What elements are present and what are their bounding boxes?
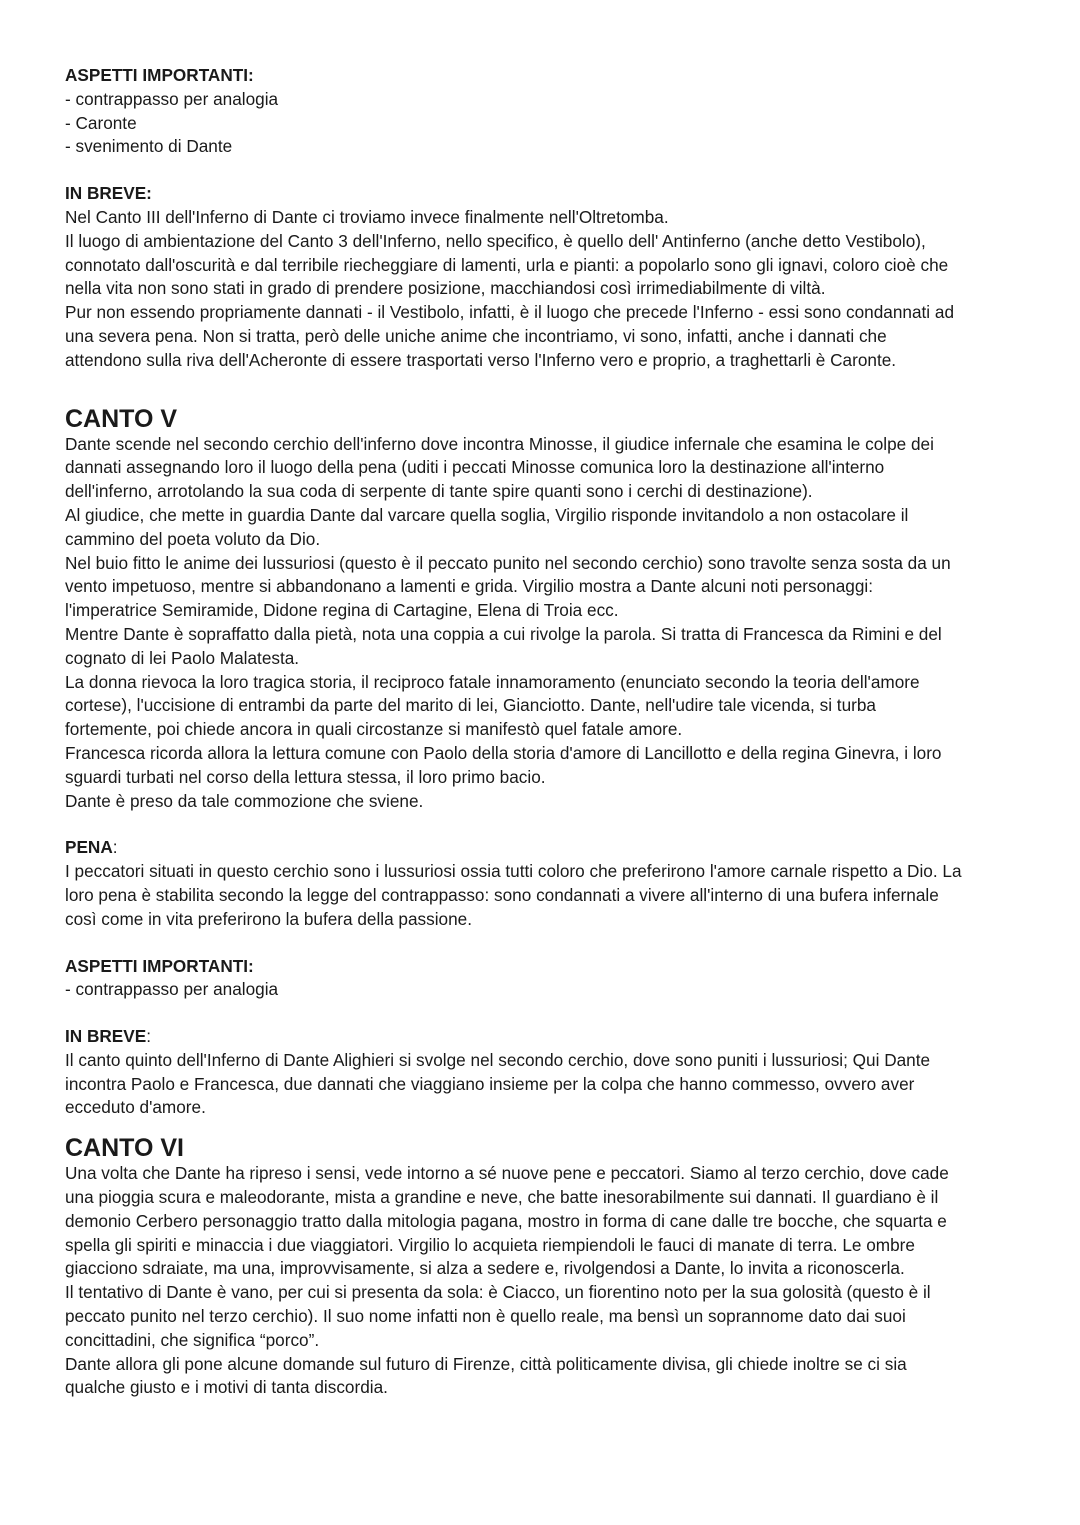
- canto-5-line: cortese), l'uccisione di entrambi da parte del marito di lei, Gianciotto. Dante, nell'udire tale vicenda, si turba: [65, 695, 876, 716]
- canto-6-line: una pioggia scura e maleodorante, mista a grandine e neve, che batte inesorabilmente sui dannati. Il guardiano è il: [65, 1187, 939, 1208]
- aspetti-label-2: ASPETTI IMPORTANTI:: [65, 955, 254, 976]
- breve-label-1: IN BREVE:: [65, 183, 152, 204]
- canto-5-line: Mentre Dante è sopraffatto dalla pietà, nota una coppia a cui rivolge la parola. Si tratta di Francesca da Rimini e del: [65, 623, 942, 644]
- canto-5-line: Dante scende nel secondo cerchio dell'inferno dove incontra Minosse, il giudice infernale che esamina le colpe dei: [65, 433, 934, 454]
- canto-5-line: Francesca ricorda allora la lettura comune con Paolo della storia d'amore di Lancillotto e della regina Ginevra, i loro: [65, 742, 942, 763]
- breve-line: Pur non essendo propriamente dannati - il Vestibolo, infatti, è il luogo che precede l'Inferno - essi sono condannati ad: [65, 302, 954, 323]
- canto-6-line: demonio Cerbero personaggio tratto dalla mitologia pagana, mostro in forma di cane dalle tre bocche, che squarta e: [65, 1210, 947, 1231]
- pena-label-text: PENA: [65, 837, 113, 858]
- breve-line: Il canto quinto dell'Inferno di Dante Alighieri si svolge nel secondo cerchio, dove sono puniti i lussuriosi; Qui Dante: [65, 1049, 931, 1070]
- aspetti-item: - contrappasso per analogia: [65, 979, 279, 1000]
- breve-line: una severa pena. Non si tratta, però delle uniche anime che incontriamo, vi sono, infatti, anche i dannati che: [65, 325, 887, 346]
- canto-5-title: CANTO V: [65, 404, 178, 433]
- pena-line: loro pena è stabilita secondo la legge del contrappasso: sono condannati a vivere all'interno di una bufera infernale: [65, 884, 939, 905]
- aspetti-item: - svenimento di Dante: [65, 136, 233, 157]
- document-page: [65, 64, 1025, 1400]
- pena-label: [65, 836, 1025, 860]
- canto-6-title: CANTO VI: [65, 1134, 184, 1163]
- breve-label-colon: :: [146, 1026, 151, 1047]
- aspetti-item: - contrappasso per analogia: [65, 88, 279, 109]
- breve-line: Il luogo di ambientazione del Canto 3 dell'Inferno, nello specifico, è quello dell' Antinferno (anche detto Vestibolo),: [65, 230, 926, 251]
- canto-5-line: Nel buio fitto le anime dei lussuriosi (questo è il peccato punito nel secondo cerchio) sono travolte senza sosta da un: [65, 552, 951, 573]
- canto-5-line: Al giudice, che mette in guardia Dante dal varcare quella soglia, Virgilio risponde invitandolo a non ostacolare il: [65, 504, 909, 525]
- canto-5-line: vento impetuoso, mentre si abbandonano a lamenti e grida. Virgilio mostra a Dante alcuni noti personaggi:: [65, 576, 873, 597]
- canto-6-line: peccato punito nel terzo cerchio). Il suo nome infatti non è quello reale, ma bensì un soprannome dato dai suoi: [65, 1306, 906, 1327]
- canto-5-line: cognato di lei Paolo Malatesta.: [65, 647, 300, 668]
- canto-5-line: l'imperatrice Semiramide, Didone regina di Cartagine, Elena di Troia ecc.: [65, 600, 619, 621]
- canto-6-line: spella gli spiriti e minaccia i due viaggiatori. Virgilio lo acquieta riempiendoli le fauci di manate di terra. Le ombre: [65, 1234, 915, 1255]
- pena-line: I peccatori situati in questo cerchio sono i lussuriosi ossia tutti coloro che preferirono l'amore carnale rispetto a Dio. La: [65, 861, 962, 882]
- canto-6-line: qualche giusto e i motivi di tanta discordia.: [65, 1377, 388, 1398]
- canto-5-line: La donna rievoca la loro tragica storia, il reciproco fatale innamoramento (enunciato secondo la teoria dell'amore: [65, 671, 920, 692]
- pena-label-colon: :: [112, 837, 118, 858]
- breve-line: ecceduto d'amore.: [65, 1097, 206, 1118]
- breve-line: nella vita non sono stati in grado di prendere posizione, macchiandosi così irrimediabilmente di viltà.: [65, 278, 826, 299]
- canto-6-line: concittadini, che significa “porco”.: [65, 1329, 320, 1350]
- canto-5-line: Dante è preso da tale commozione che sviene.: [65, 790, 424, 811]
- canto-5-line: sguardi turbati nel corso della lettura stessa, il loro primo bacio.: [65, 766, 546, 787]
- breve-line: incontra Paolo e Francesca, due dannati che viaggiano insieme per la colpa che hanno commesso, ovvero aver: [65, 1073, 915, 1094]
- canto-6-line: giacciono sdraiate, ma una, improvvisamente, si alza a sedere e, rivolgendosi a Dante, lo invita a riconoscerla.: [65, 1258, 905, 1279]
- breve-label-2: [65, 1025, 1025, 1049]
- canto-5-line: cammino del poeta voluto da Dio.: [65, 528, 321, 549]
- breve-line: attendono sulla riva dell'Acheronte di essere trasportati verso l'Inferno vero e proprio, a traghettarli è Caronte.: [65, 349, 897, 370]
- canto-5-line: dannati assegnando loro il luogo della pena (uditi i peccati Minosse comunica loro la destinazione all'interno: [65, 457, 885, 478]
- pena-line: così come in vita preferirono la bufera della passione.: [65, 908, 472, 929]
- aspetti-label-1: ASPETTI IMPORTANTI:: [65, 65, 254, 85]
- canto-5-line: fortemente, poi chiede ancora in quali circostanze si manifestò quel fatale amore.: [65, 719, 683, 740]
- canto-6-line: Il tentativo di Dante è vano, per cui si presenta da sola: è Ciacco, un fiorentino noto per la sua golosità (questo è il: [65, 1282, 931, 1303]
- breve-label-text: IN BREVE: [65, 1026, 147, 1047]
- canto-5-line: dell'inferno, arrotolando la sua coda di serpente di tante spire quanti sono i cerchi di destinazione).: [65, 481, 813, 502]
- canto-6-line: Una volta che Dante ha ripreso i sensi, vede intorno a sé nuove pene e peccatori. Siamo al terzo cerchio, dove cade: [65, 1163, 949, 1184]
- breve-line: connotato dall'oscurità e dal terribile riecheggiare di lamenti, urla e pianti: a popolarlo sono gli ignavi, coloro cioè che: [65, 254, 949, 275]
- canto-6-line: Dante allora gli pone alcune domande sul futuro di Firenze, città politicamente divisa, gli chiede inoltre se ci sia: [65, 1353, 907, 1374]
- aspetti-item: - Caronte: [65, 112, 137, 133]
- breve-line: Nel Canto III dell'Inferno di Dante ci troviamo invece finalmente nell'Oltretomba.: [65, 206, 669, 227]
